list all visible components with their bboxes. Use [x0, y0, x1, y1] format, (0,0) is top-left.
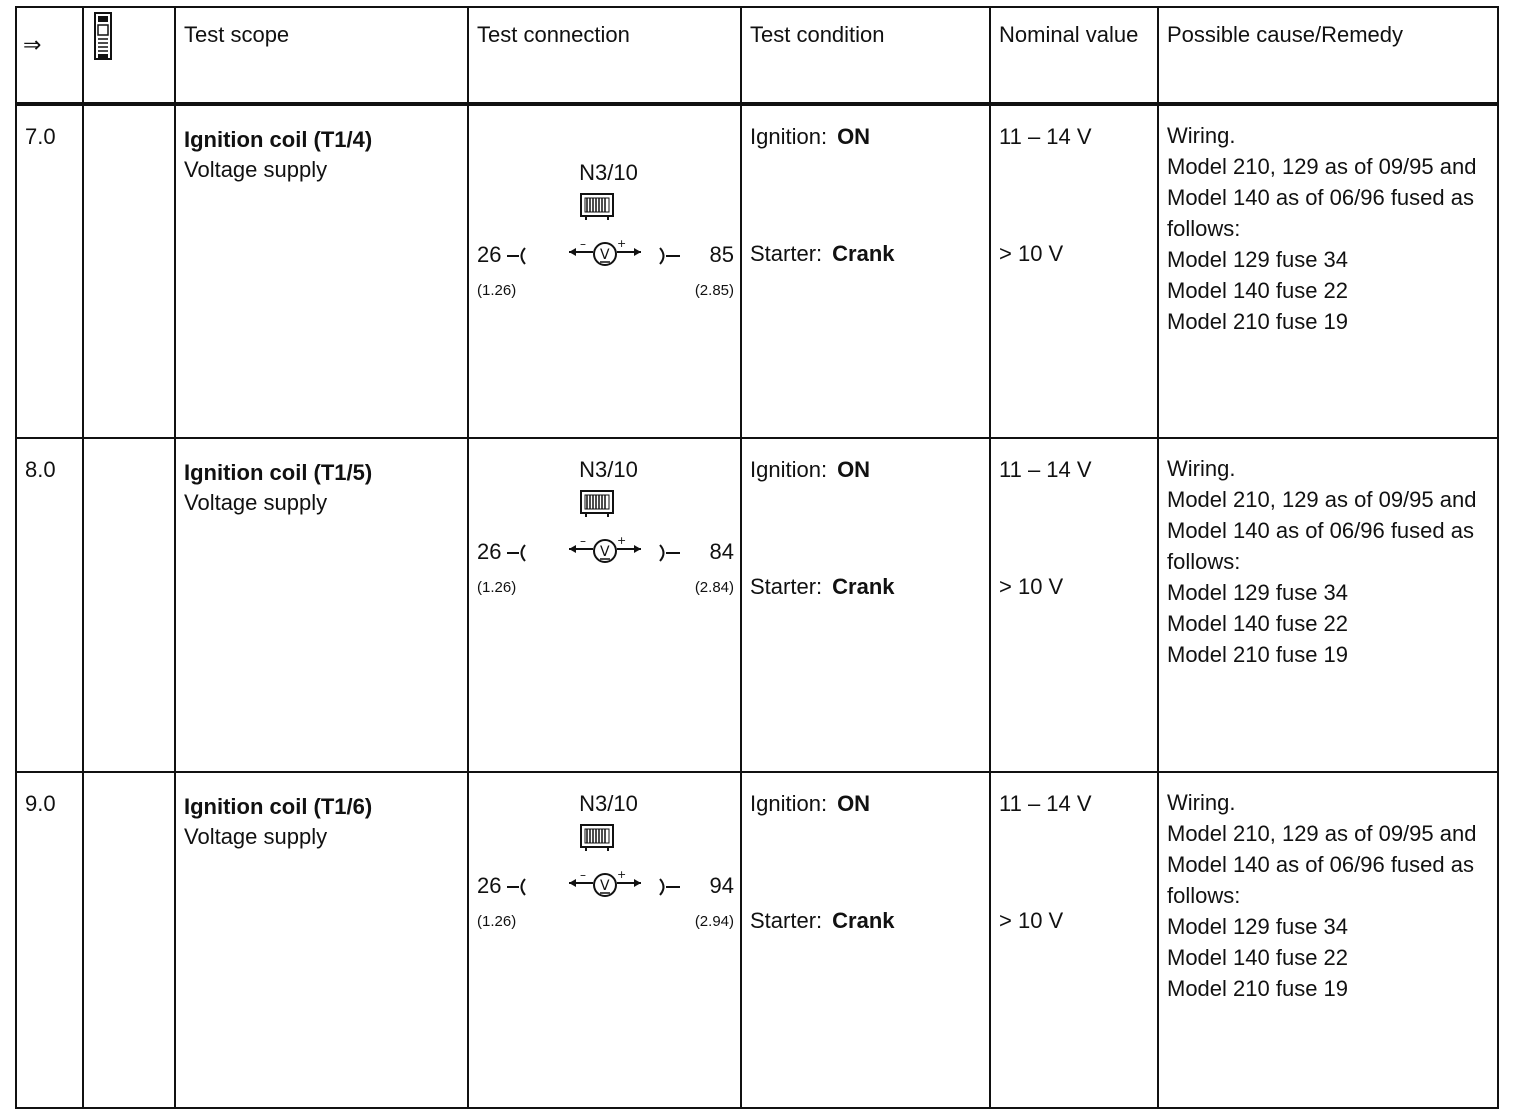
remedy-line: Model 210 fuse 19 — [1167, 976, 1349, 1001]
step-number: 7.0 — [16, 104, 83, 438]
svg-text:+: + — [617, 238, 627, 250]
test-condition-cell — [741, 772, 990, 1108]
scope-subtitle: Voltage supply — [184, 490, 328, 515]
condition-value: ON — [837, 124, 871, 149]
condition-ignition — [750, 124, 989, 241]
connection-diagram — [477, 791, 740, 991]
plug-right-icon — [658, 541, 680, 565]
remedy-line: follows: — [1167, 216, 1241, 241]
control-module-icon — [577, 489, 617, 519]
test-condition-cell — [741, 104, 990, 438]
condition-key: Starter: — [750, 908, 823, 933]
test-condition-cell — [741, 438, 990, 772]
control-module-icon — [577, 823, 617, 853]
plug-left-icon — [507, 244, 527, 268]
remedy-list — [1167, 449, 1497, 674]
remedy-line: Model 140 as of 06/96 fused as — [1167, 185, 1474, 210]
module-label: N3/10 — [579, 457, 638, 482]
test-table — [15, 6, 1499, 1109]
scope-title: Ignition coil (T1/4) — [184, 127, 373, 152]
svg-text:V: V — [600, 247, 610, 263]
remedy-line: Model 140 fuse 22 — [1167, 611, 1349, 636]
nominal-value-cell — [990, 104, 1158, 438]
condition-key: Ignition: — [750, 791, 828, 816]
device-header — [83, 7, 175, 104]
control-module-icon — [577, 192, 617, 222]
voltmeter-icon — [565, 238, 645, 274]
pin-left-sub: (1.26) — [477, 579, 517, 596]
step-number: 9.0 — [16, 772, 83, 1108]
remedy-line: Model 140 as of 06/96 fused as — [1167, 518, 1474, 543]
condition-key: Starter: — [750, 574, 823, 599]
condition-starter — [750, 574, 989, 691]
module-label: N3/10 — [579, 160, 638, 185]
remedy-line: Model 140 fuse 22 — [1167, 945, 1349, 970]
pin-right-sub: (2.94) — [694, 913, 734, 930]
svg-text:–: – — [580, 238, 586, 251]
remedy-line: follows: — [1167, 549, 1241, 574]
condition-value: Crank — [832, 241, 895, 266]
test-connection-cell — [468, 104, 741, 438]
pin-right: 94 — [709, 873, 734, 898]
col-test-scope: Test scope — [175, 7, 468, 104]
plug-right-icon — [658, 244, 680, 268]
possible-cause-cell — [1158, 104, 1498, 438]
nominal-ignition: 11 – 14 V — [999, 791, 1092, 816]
remedy-line: Model 129 fuse 34 — [1167, 914, 1349, 939]
nominal-starter: > 10 V — [999, 908, 1064, 933]
condition-value: ON — [837, 791, 871, 816]
test-scope-cell — [175, 772, 468, 1108]
pin-right: 84 — [709, 539, 734, 564]
condition-value: Crank — [832, 574, 895, 599]
pin-right-sub: (2.84) — [694, 579, 734, 596]
remedy-line: Model 129 fuse 34 — [1167, 247, 1349, 272]
remedy-line: Wiring. — [1167, 123, 1236, 148]
test-connection-cell — [468, 772, 741, 1108]
svg-text:V: V — [600, 878, 610, 894]
svg-text:+: + — [617, 535, 627, 547]
table-row — [16, 772, 1498, 1108]
svg-text:–: – — [580, 869, 586, 882]
device-cell — [83, 772, 175, 1108]
voltmeter-icon — [565, 869, 645, 905]
module-label: N3/10 — [579, 791, 638, 816]
nominal-value-cell — [990, 438, 1158, 772]
col-possible-cause: Possible cause/Remedy — [1158, 7, 1498, 104]
remedy-line: Model 210 fuse 19 — [1167, 309, 1349, 334]
scope-subtitle: Voltage supply — [184, 157, 328, 182]
condition-key: Ignition: — [750, 457, 828, 482]
scope-title: Ignition coil (T1/6) — [184, 794, 373, 819]
nominal-starter: > 10 V — [999, 574, 1064, 599]
possible-cause-cell — [1158, 772, 1498, 1108]
pin-left-sub: (1.26) — [477, 282, 517, 299]
remedy-list — [1167, 116, 1497, 341]
svg-text:V: V — [600, 544, 610, 560]
condition-value: ON — [837, 457, 871, 482]
condition-starter — [750, 908, 989, 1025]
pin-left-sub: (1.26) — [477, 913, 517, 930]
remedy-line: Model 210, 129 as of 09/95 and — [1167, 154, 1477, 179]
test-scope-cell — [175, 104, 468, 438]
pin-right: 85 — [709, 242, 734, 267]
plug-right-icon — [658, 875, 680, 899]
condition-ignition — [750, 457, 989, 574]
col-test-connection: Test connection — [468, 7, 741, 104]
nominal-starter: > 10 V — [999, 241, 1064, 266]
step-number: 8.0 — [16, 438, 83, 772]
arrow-header: ⇒ — [16, 7, 83, 104]
remedy-line: follows: — [1167, 883, 1241, 908]
table-row — [16, 438, 1498, 772]
condition-value: Crank — [832, 908, 895, 933]
test-scope-cell — [175, 438, 468, 772]
possible-cause-cell — [1158, 438, 1498, 772]
pin-right-sub: (2.85) — [694, 282, 734, 299]
device-cell — [83, 104, 175, 438]
col-test-condition: Test condition — [741, 7, 990, 104]
plug-left-icon — [507, 875, 527, 899]
device-cell — [83, 438, 175, 772]
nominal-ignition: 11 – 14 V — [999, 124, 1092, 149]
remedy-line: Model 210, 129 as of 09/95 and — [1167, 487, 1477, 512]
svg-text:+: + — [617, 869, 627, 881]
condition-key: Starter: — [750, 241, 823, 266]
connection-diagram — [477, 457, 740, 657]
remedy-line: Model 129 fuse 34 — [1167, 580, 1349, 605]
scope-title: Ignition coil (T1/5) — [184, 460, 373, 485]
remedy-list — [1167, 783, 1497, 1008]
plug-left-icon — [507, 541, 527, 565]
header-row — [16, 7, 1498, 104]
scope-subtitle: Voltage supply — [184, 824, 328, 849]
col-nominal-value: Nominal value — [990, 7, 1158, 104]
remedy-line: Wiring. — [1167, 456, 1236, 481]
nominal-value-cell — [990, 772, 1158, 1108]
tester-device-icon — [92, 12, 114, 68]
condition-ignition — [750, 791, 989, 908]
svg-text:–: – — [580, 535, 586, 548]
test-connection-cell — [468, 438, 741, 772]
voltmeter-icon — [565, 535, 645, 571]
remedy-line: Model 140 as of 06/96 fused as — [1167, 852, 1474, 877]
remedy-line: Model 210 fuse 19 — [1167, 642, 1349, 667]
condition-starter — [750, 241, 989, 358]
pin-left: 26 — [477, 242, 502, 267]
condition-key: Ignition: — [750, 124, 828, 149]
connection-diagram — [477, 124, 740, 324]
remedy-line: Model 210, 129 as of 09/95 and — [1167, 821, 1477, 846]
remedy-line: Wiring. — [1167, 790, 1236, 815]
remedy-line: Model 140 fuse 22 — [1167, 278, 1349, 303]
table-row — [16, 104, 1498, 438]
pin-left: 26 — [477, 539, 502, 564]
pin-left: 26 — [477, 873, 502, 898]
nominal-ignition: 11 – 14 V — [999, 457, 1092, 482]
